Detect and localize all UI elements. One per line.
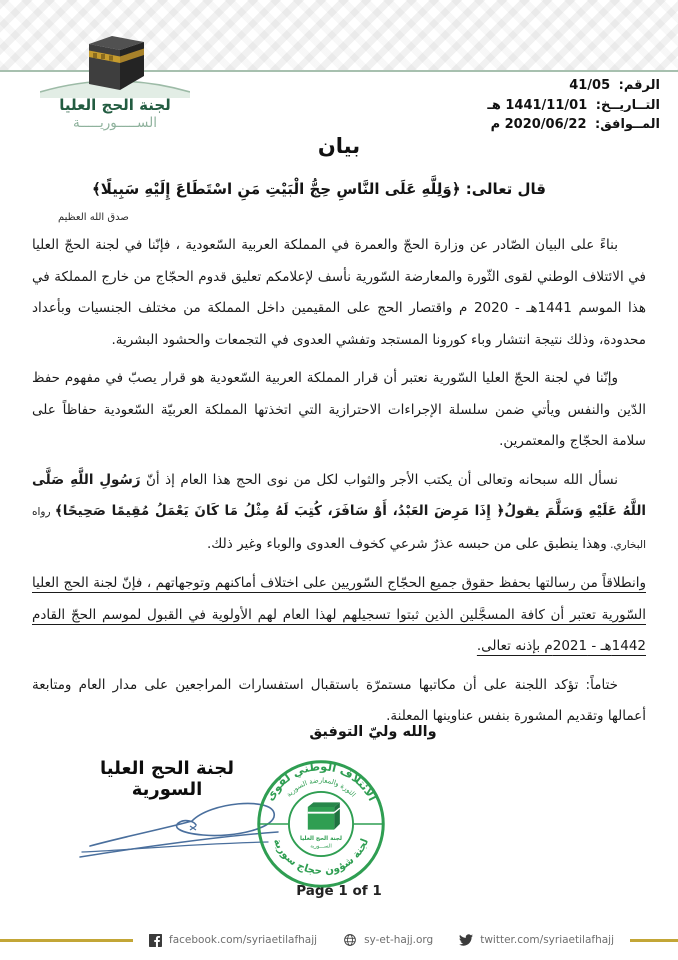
closing-phrase: والله وليّ التوفيق — [309, 724, 437, 740]
footer — [0, 928, 678, 952]
footer-links — [133, 933, 630, 947]
footer-right-line — [630, 939, 678, 942]
statement-paragraph-4: وانطلاقاً من رسالتها بحفظ حقوق جميع الحجّاج السّوريين على اختلاف أماكنهم وتوجهاتهم ، فإنّ لجنة الحج العليا السّورية تعتبر أن كافة المسجَّلين الذين ثبتوا تسجيلهم لهذا العام لهم الأولوية في القبول لموسم الحجّ القادم 1442هـ - 2021م بإذنه تعالى. — [32, 575, 646, 654]
doc-meta — [487, 76, 660, 135]
quran-verse — [0, 180, 638, 198]
verse-text: ﴿وَلِلَّهِ عَلَى النَّاسِ حِجُّ الْبَيْتِ مَنِ اسْتَطَاعَ إِلَيْهِ سَبِيلًا﴾ — [92, 180, 461, 198]
footer-left-line — [0, 939, 133, 942]
hadith-followup: وهذا ينطبق على من حبسه عذرٌ شرعي كخوف العدوى والوباء وغير ذلك. — [207, 535, 607, 552]
stamp-arc-top: الائتلاف الوطني لقوى — [263, 760, 379, 804]
website-url: sy-et-hajj.org — [364, 934, 434, 946]
twitter-url: twitter.com/syriaetilafhajj — [480, 934, 615, 946]
stamp-kaaba-icon — [308, 802, 340, 829]
doc-date-gregorian — [487, 115, 660, 135]
facebook-url: facebook.com/syriaetilafhajj — [169, 934, 318, 946]
twitter-icon — [459, 934, 473, 946]
stamp-arc-mid: الثورة والمعارضة السورية — [284, 776, 358, 799]
doc-date-hijri-value: 1441/11/01 هـ — [487, 97, 588, 113]
signature-name: لجنة الحج العليا السورية — [100, 758, 234, 800]
facebook-icon — [149, 934, 162, 947]
statement-paragraph-2: وإنّنا في لجنة الحجّ العليا السّورية نعتبر أن قرار المملكة العربية السّعودية هو قرار يصبّ في مفهوم حفظ الدّين والنفس ويأتي ضمن سلسلة الإجراءات الاحترازية التي اتخذتها المملكة العربيّة السّعودية حفاظاً على سلامة الحجّاج والمعتمرين. — [32, 370, 646, 449]
hadith-salutation: رَسُولِ اللَّهِ صَلَّى اللَّهُ عَلَيْهِ وَسَلَّمَ يقولُ — [32, 471, 647, 519]
doc-number — [487, 76, 660, 96]
doc-date-hijri — [487, 96, 660, 116]
hadith-source: رواه البخاري. — [32, 506, 646, 551]
hadith-lead: نسأل الله سبحانه وتعالى أن يكتب الأجر والثواب لكل من نوى الحج هذا العام إذ أنّ — [140, 471, 618, 488]
statement-paragraph-5: ختاماً: تؤكد اللجنة على أن مكاتبها مستمرّة باستقبال استفسارات المراجعين على مدار العام ومتابعة أعمالها وتقديم المشورة بنفس عناوينها المعلنة. — [32, 676, 646, 724]
website-link[interactable] — [343, 933, 433, 947]
doc-number-label: الرقم: — [618, 78, 660, 93]
statement-body — [32, 230, 646, 740]
verse-intro: قال تعالى: — [465, 180, 546, 198]
doc-date-gregorian-label: المــوافق: — [595, 117, 660, 132]
statement-paragraph-3 — [32, 465, 646, 562]
sadaqa-phrase: صدق الله العظيم — [58, 212, 129, 223]
statement-paragraph-1: بناءً على البيان الصّادر عن وزارة الحجّ والعمرة في المملكة العربية السّعودية ، فإنّنا في لجنة الحجّ العليا في الائتلاف الوطني لقوى الثّورة والمعارضة السّورية نأسف لإعلامكم تعليق قدوم الحجّاج من خارج المملكة في هذا الموسم 1441هـ - 2020 م واقتصار الحج على المقيمين داخل المملكة من مختلف الجنسيات وبأعداد محدودة، وذلك نتيجة انتشار وباء كورونا المستجد وتفشي العدوى في التجمعات والحشود البشرية. — [32, 237, 646, 348]
kaaba-logo-icon — [40, 14, 190, 98]
stamp-center-line2: الســـورية — [310, 843, 332, 850]
facebook-link[interactable] — [149, 934, 317, 947]
logo-title: لجنة الحج العليا — [59, 96, 171, 114]
stamp-arc-bottom: لجنة شؤون حجاج سورية — [270, 836, 372, 878]
globe-icon — [343, 933, 357, 947]
logo-subtitle: الســـــوريـــــة — [73, 115, 157, 131]
doc-date-hijri-label: التــاريــخ: — [595, 97, 660, 113]
doc-date-gregorian-value: 2020/06/22 م — [490, 117, 587, 132]
committee-logo — [40, 14, 190, 131]
page-title: بيان — [317, 134, 361, 158]
doc-number-value: 41/05 — [569, 78, 611, 93]
hadith-quote: ﴿ إِذَا مَرِضَ العَبْدُ، أَوْ سَافَرَ، كُتِبَ لَهُ مِثْلُ مَا كَانَ يَعْمَلُ مُقِيمًا صَحِيحًا﴾ — [54, 503, 505, 519]
stamp-center-line1: لجنة الحج العليا — [300, 836, 342, 843]
official-stamp — [255, 758, 387, 890]
twitter-link[interactable] — [459, 934, 614, 946]
page-number-label: Page 1 of 1 — [296, 883, 382, 899]
